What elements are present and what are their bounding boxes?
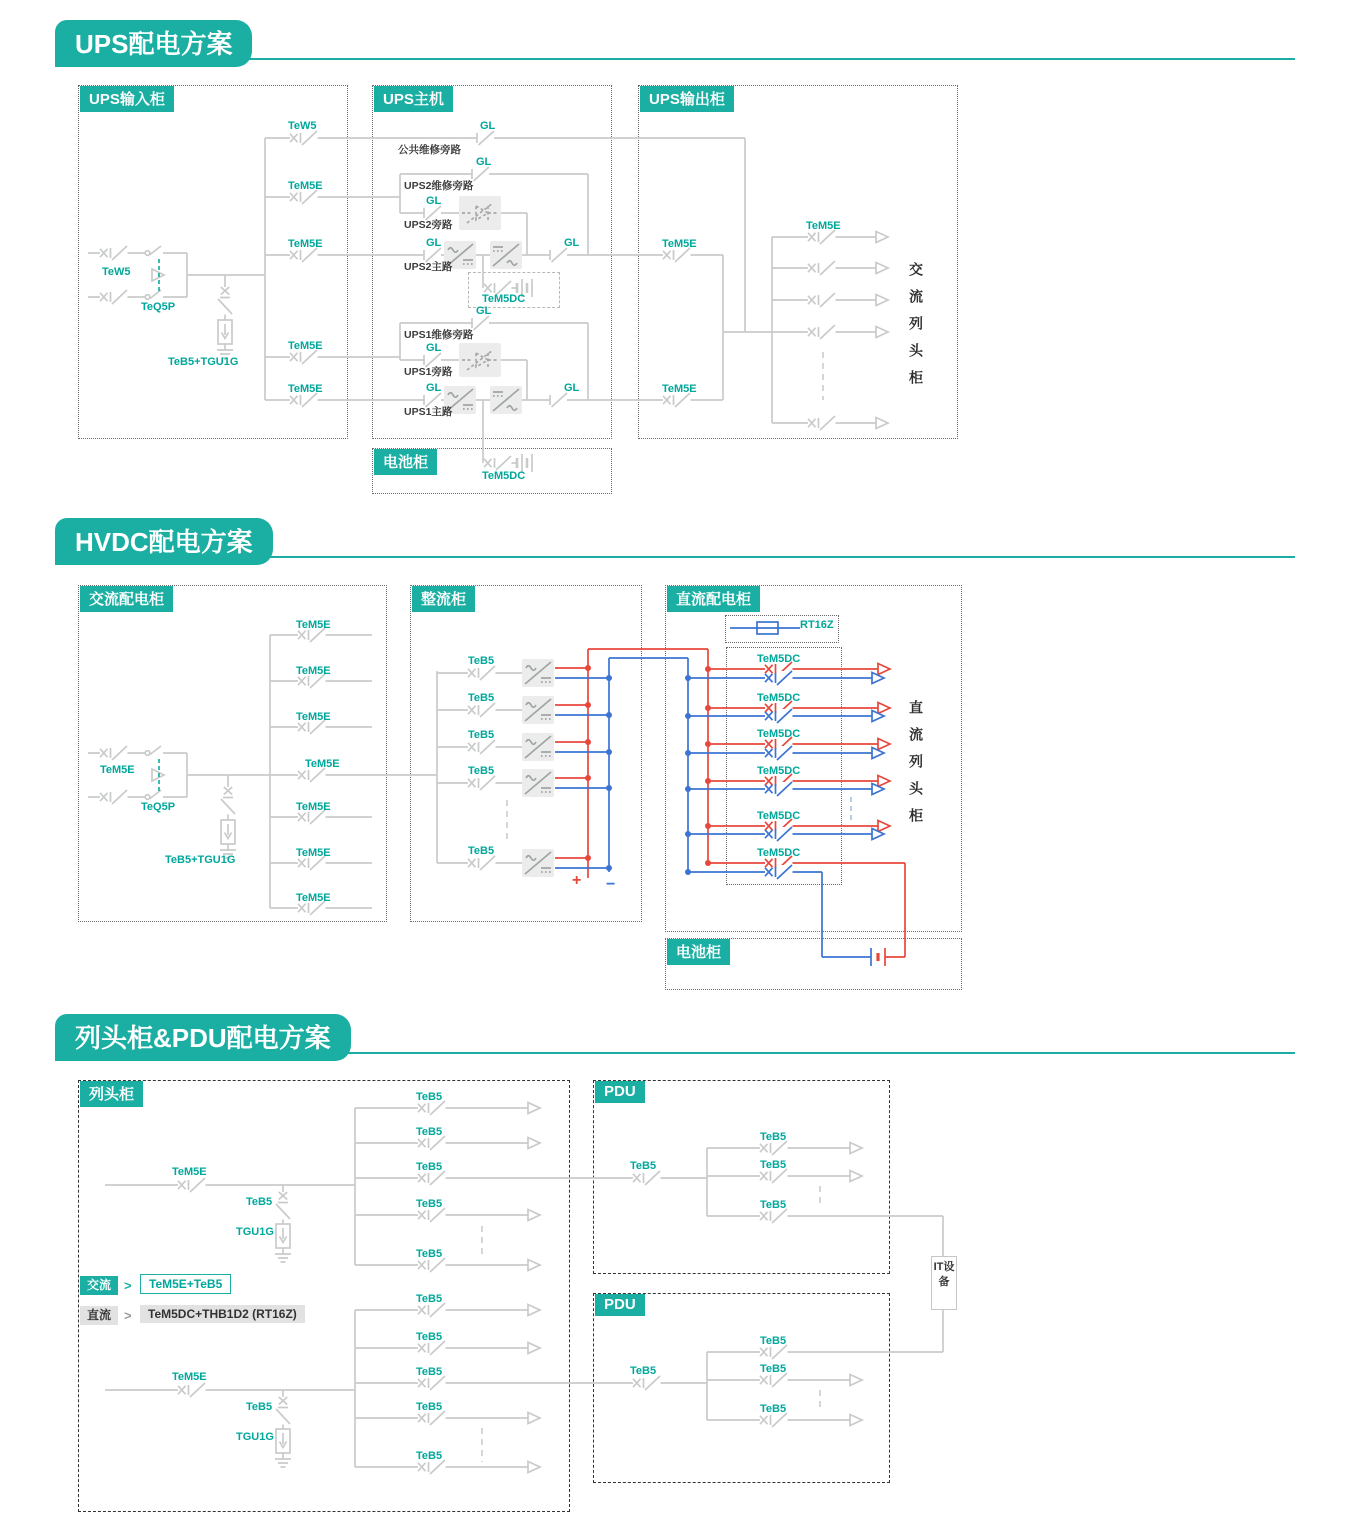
breaker-icon [178, 1178, 206, 1192]
device-label: TeM5DC [757, 728, 801, 740]
feed-arrow-icon [528, 1413, 540, 1424]
breaker-icon [218, 287, 232, 315]
feed-arrow-icon [876, 263, 888, 274]
breaker-icon [468, 856, 496, 870]
feed-arrow-icon [528, 1343, 540, 1354]
device-label: TeB5 [416, 1091, 443, 1103]
device-label: TeB5 [246, 1401, 273, 1413]
breaker-icon [760, 1141, 788, 1155]
device-label: TeM5DC [482, 470, 526, 482]
device-label: TGU1G [236, 1226, 274, 1238]
device-label: GL [480, 120, 496, 132]
feed-arrow-icon [528, 1462, 540, 1473]
breaker-icon [663, 248, 691, 262]
breaker-icon [290, 131, 318, 145]
breaker-icon [100, 790, 128, 804]
device-label: TeB5 [468, 765, 495, 777]
path-label-ups1-bypass: UPS1旁路 [404, 366, 453, 378]
breaker-icon [468, 666, 496, 680]
breaker-icon [760, 1345, 788, 1359]
feed-arrow-icon [528, 1103, 540, 1114]
feed-arrow-icon [878, 739, 890, 750]
device-label: TeM5E [296, 711, 331, 723]
device-label: TeB5 [468, 729, 495, 741]
device-label: TeM5E [288, 340, 323, 352]
load-switch-icon [550, 393, 567, 407]
breaker-icon [760, 1169, 788, 1183]
device-label: TeB5 [468, 692, 495, 704]
feed-arrow-icon [878, 821, 890, 832]
ground-icon [275, 1459, 291, 1467]
feed-arrow-icon [876, 232, 888, 243]
legend-dc-value: TeM5DC+THB1D2 (RT16Z) [140, 1305, 305, 1323]
breaker-icon [418, 1258, 446, 1272]
breaker-icon [484, 456, 512, 470]
breaker-icon [808, 416, 836, 430]
device-label: TeB5+TGU1G [168, 356, 239, 368]
feed-arrow-icon [876, 295, 888, 306]
chevron-right-icon: > [124, 1308, 132, 1323]
surge-arrester-icon [276, 1224, 290, 1248]
device-label: TeM5DC [757, 765, 801, 777]
device-label: GL [476, 305, 492, 317]
feed-arrow-icon [850, 1375, 862, 1386]
contact-pole-icon [145, 790, 161, 799]
legend-ac-tag: 交流 [80, 1276, 118, 1295]
feed-arrow-icon [876, 327, 888, 338]
chip-pdu1: PDU [595, 1081, 645, 1103]
legend-ac-value: TeM5E+TeB5 [140, 1274, 231, 1294]
path-label-ups2-bypass: UPS2旁路 [404, 219, 453, 231]
device-label: TGU1G [236, 1431, 274, 1443]
device-label: TeM5E [662, 383, 697, 395]
dc-breaker-icon [765, 746, 793, 760]
device-label: TeM5E [296, 847, 331, 859]
dc-breaker-icon [765, 671, 793, 685]
device-label: TeB5 [468, 845, 495, 857]
breaker-icon [290, 350, 318, 364]
device-label: TeB5 [416, 1450, 443, 1462]
device-label: TeB5 [416, 1161, 443, 1173]
feed-arrow-icon [878, 776, 890, 787]
breaker-icon [418, 1303, 446, 1317]
breaker-icon [418, 1460, 446, 1474]
surge-arrester-icon [218, 320, 232, 344]
dc-minus-label: − [606, 876, 616, 893]
contact-pole-icon [145, 246, 161, 255]
path-label-ups1-maint: UPS1维修旁路 [404, 329, 474, 341]
breaker-icon [468, 740, 496, 754]
chip-ups-output: UPS输出柜 [640, 86, 734, 112]
device-label: TeB5 [760, 1403, 787, 1415]
load-switch-icon [472, 167, 489, 181]
path-label-ups2-maint: UPS2维修旁路 [404, 180, 474, 192]
device-label: GL [564, 382, 580, 394]
device-label: TeM5E [288, 238, 323, 250]
device-label: TeQ5P [141, 301, 176, 313]
ats-triangle-icon [152, 269, 164, 281]
breaker-icon [298, 768, 326, 782]
device-label: TeM5E [296, 801, 331, 813]
device-label: TeM5DC [482, 293, 526, 305]
device-label: TeM5E [305, 758, 340, 770]
feed-arrow-icon [528, 1210, 540, 1221]
device-label: TeM5E [296, 892, 331, 904]
breaker-icon [633, 1376, 661, 1390]
feed-arrow-icon [850, 1415, 862, 1426]
breaker-icon [178, 1383, 206, 1397]
device-label: GL [426, 382, 442, 394]
load-switch-icon [477, 131, 494, 145]
breaker-icon [808, 230, 836, 244]
device-label: TeB5 [468, 655, 495, 667]
load-switch-icon [550, 248, 567, 262]
load-switch-icon [472, 316, 489, 330]
device-label: TeB5 [416, 1126, 443, 1138]
device-label: TeB5 [760, 1131, 787, 1143]
device-label: GL [564, 237, 580, 249]
breaker-icon [100, 290, 128, 304]
chip-hvdc-battery: 电池柜 [667, 939, 730, 965]
device-label: TeM5E [296, 665, 331, 677]
hvdc-rectifier-blocks [522, 659, 554, 877]
chip-ups-input: UPS输入柜 [80, 86, 174, 112]
device-label: TeB5 [416, 1331, 443, 1343]
it-device-box: IT设备 [931, 1256, 957, 1310]
device-label: TeB5 [416, 1401, 443, 1413]
breaker-icon [468, 703, 496, 717]
device-label: TeB5 [416, 1248, 443, 1260]
chevron-right-icon: > [124, 1278, 132, 1293]
path-label-ups1-main: UPS1主路 [404, 406, 453, 418]
dc-row-output-label: 直流列头柜 [908, 700, 924, 835]
device-label: TeW5 [102, 266, 131, 278]
hvdc-dc-positive [555, 649, 905, 966]
feed-arrow-icon [878, 664, 890, 675]
device-label: TeB5 [246, 1196, 273, 1208]
device-label: TeM5E [288, 383, 323, 395]
breaker-icon [221, 787, 235, 815]
section-title-hvdc: HVDC配电方案 [55, 518, 273, 565]
surge-arrester-icon [221, 820, 235, 844]
breaker-icon [760, 1373, 788, 1387]
dc-breaker-icon [765, 782, 793, 796]
chip-ups-battery: 电池柜 [374, 449, 437, 475]
dc-breaker-icon [765, 709, 793, 723]
device-label: TeB5 [416, 1198, 443, 1210]
device-label: TeM5E [806, 220, 841, 232]
device-label: TeB5 [760, 1363, 787, 1375]
ac-row-output-label: 交流列头柜 [908, 262, 924, 397]
breaker-icon [808, 325, 836, 339]
chip-pdu2: PDU [595, 1294, 645, 1316]
breaker-icon [468, 776, 496, 790]
breaker-icon [418, 1208, 446, 1222]
device-label: TeB5+TGU1G [165, 854, 236, 866]
breaker-icon [760, 1209, 788, 1223]
breaker-icon [418, 1101, 446, 1115]
device-label: TeM5DC [757, 653, 801, 665]
breaker-icon [290, 190, 318, 204]
ground-icon [275, 1254, 291, 1262]
hvdc-dc-negative [555, 622, 884, 966]
feed-arrow-icon [850, 1171, 862, 1182]
breaker-icon [633, 1171, 661, 1185]
device-label: TeM5DC [757, 847, 801, 859]
feed-arrow-icon [528, 1305, 540, 1316]
breaker-icon [808, 293, 836, 307]
feed-arrow-icon [878, 703, 890, 714]
chip-hvdc-dc: 直流配电柜 [667, 586, 760, 612]
surge-arrester-icon [276, 1429, 290, 1453]
dc-breaker-icon [765, 865, 793, 879]
ats-triangle-icon [152, 769, 164, 781]
breaker-icon [290, 393, 318, 407]
device-label: GL [476, 156, 492, 168]
breaker-icon [100, 246, 128, 260]
legend-dc-tag: 直流 [80, 1306, 118, 1325]
device-label: GL [426, 237, 442, 249]
chip-hvdc-rectifier: 整流柜 [412, 586, 475, 612]
contact-pole-icon [145, 746, 161, 755]
feed-arrow-icon [850, 1143, 862, 1154]
chip-row-cabinet: 列头柜 [80, 1081, 143, 1107]
device-label: TeB5 [630, 1160, 657, 1172]
device-label: TeB5 [760, 1199, 787, 1211]
breaker-icon [276, 1192, 290, 1220]
section-title-row-pdu: 列头柜&PDU配电方案 [55, 1014, 351, 1061]
dc-breaker-icon [765, 827, 793, 841]
device-label: TeM5E [100, 764, 135, 776]
path-label-ups2-main: UPS2主路 [404, 261, 453, 273]
device-label: TeQ5P [141, 801, 176, 813]
breaker-icon [418, 1341, 446, 1355]
feed-arrow-icon [528, 1138, 540, 1149]
breaker-icon [418, 1411, 446, 1425]
device-label: TeM5E [172, 1371, 207, 1383]
device-label: TeB5 [760, 1335, 787, 1347]
device-label: TeM5E [662, 238, 697, 250]
section-title-ups: UPS配电方案 [55, 20, 252, 67]
device-label: TeM5E [172, 1166, 207, 1178]
breaker-icon [760, 1413, 788, 1427]
device-label: TeB5 [416, 1366, 443, 1378]
feed-arrow-icon [876, 418, 888, 429]
path-label-common-bypass: 公共维修旁路 [398, 144, 461, 156]
device-label: TeW5 [288, 120, 317, 132]
breaker-icon [100, 746, 128, 760]
device-label: TeB5 [630, 1365, 657, 1377]
device-label: GL [426, 195, 442, 207]
breaker-icon [418, 1171, 446, 1185]
device-label: TeM5E [288, 180, 323, 192]
device-label: TeB5 [760, 1159, 787, 1171]
device-label: TeM5DC [757, 692, 801, 704]
contact-pole-icon [145, 290, 161, 299]
breaker-icon [418, 1376, 446, 1390]
chip-ups-host: UPS主机 [374, 86, 453, 112]
breaker-icon [808, 261, 836, 275]
feed-arrow-icon [528, 1260, 540, 1271]
device-label: RT16Z [800, 619, 834, 631]
dc-plus-label: + [572, 872, 582, 889]
breaker-icon [418, 1136, 446, 1150]
chip-hvdc-ac: 交流配电柜 [80, 586, 173, 612]
breaker-icon [290, 248, 318, 262]
device-label: TeB5 [416, 1293, 443, 1305]
device-label: TeM5DC [757, 810, 801, 822]
breaker-icon [276, 1397, 290, 1425]
hvdc-junction-dots [585, 665, 711, 875]
device-label: GL [426, 342, 442, 354]
breaker-icon [663, 393, 691, 407]
device-label: TeM5E [296, 619, 331, 631]
